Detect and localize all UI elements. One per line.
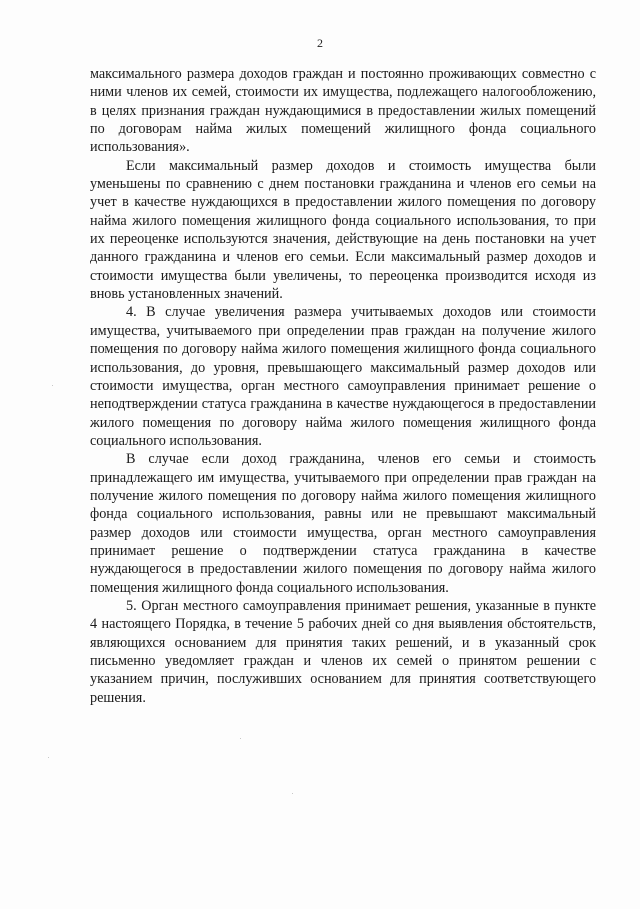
page-number: 2 bbox=[317, 36, 323, 50]
scan-speck bbox=[366, 681, 367, 682]
scan-speck bbox=[240, 738, 241, 739]
paragraph-revaluation: Если максимальный размер доходов и стоимость имущества были уменьшены по сравнению с днем постановки гражданина и членов его семьи на учет в качестве нуждающихся в предоставлении жилого помещения по договору найма жилого помещения жилищного фонда социального использования, то при их переоценке используются значения, действующие на день постановки на учет данного гражданина и членов его семьи. Если максимальный размер доходов и стоимости имущества были увеличены, то переоценка производится исходя из вновь установленных значений. bbox=[90, 157, 596, 303]
paragraph-item-5: 5. Орган местного самоуправления принимает решения, указанные в пункте 4 настоящего Порядка, в течение 5 рабочих дней со дня выявления обстоятельств, являющихся основанием для принятия таких решений, и в указанный срок письменно уведомляет граждан и членов их семей о принятом решении с указанием причин, послуживших основанием для принятия соответствующего решения. bbox=[90, 597, 596, 706]
document-body bbox=[90, 65, 596, 707]
scan-speck bbox=[292, 793, 293, 794]
paragraph-item-4: 4. В случае увеличения размера учитываемых доходов или стоимости имущества, учитываемого при определении прав граждан на получение жилого помещения по договору найма жилого помещения жилищного фонда социального использования, до уровня, превышающего максимальный размер доходов или стоимости имущества, орган местного самоуправления принимает решение о неподтверждении статуса гражданина в качестве нуждающегося в предоставлении жилого помещения по договору найма жилого помещения жилищного фонда социального использования. bbox=[90, 304, 596, 449]
paragraph-continuation: максимального размера доходов граждан и постоянно проживающих совместно с ними членов их семей, стоимости их имущества, подлежащего налогообложению, в целях признания граждан нуждающимися в предоставлении жилых помещений по договорам найма жилых помещений жилищного фонда социального использования». bbox=[90, 66, 596, 156]
paragraph-item-4-confirmation: В случае если доход гражданина, членов его семьи и стоимость принадлежащего им имущества, учитываемого при определении прав граждан на получение жилого помещения по договору найма жилого помещения жилищного фонда социального использования, равны или не превышают максимальный размер доходов или стоимости имущества, орган местного самоуправления принимает решение о подтверждении статуса гражданина в качестве нуждающегося в предоставлении жилого помещения по договору найма жилого помещения жилищного фонда социального использования. bbox=[90, 451, 596, 596]
scan-speck bbox=[52, 385, 53, 386]
scan-speck bbox=[48, 757, 49, 758]
